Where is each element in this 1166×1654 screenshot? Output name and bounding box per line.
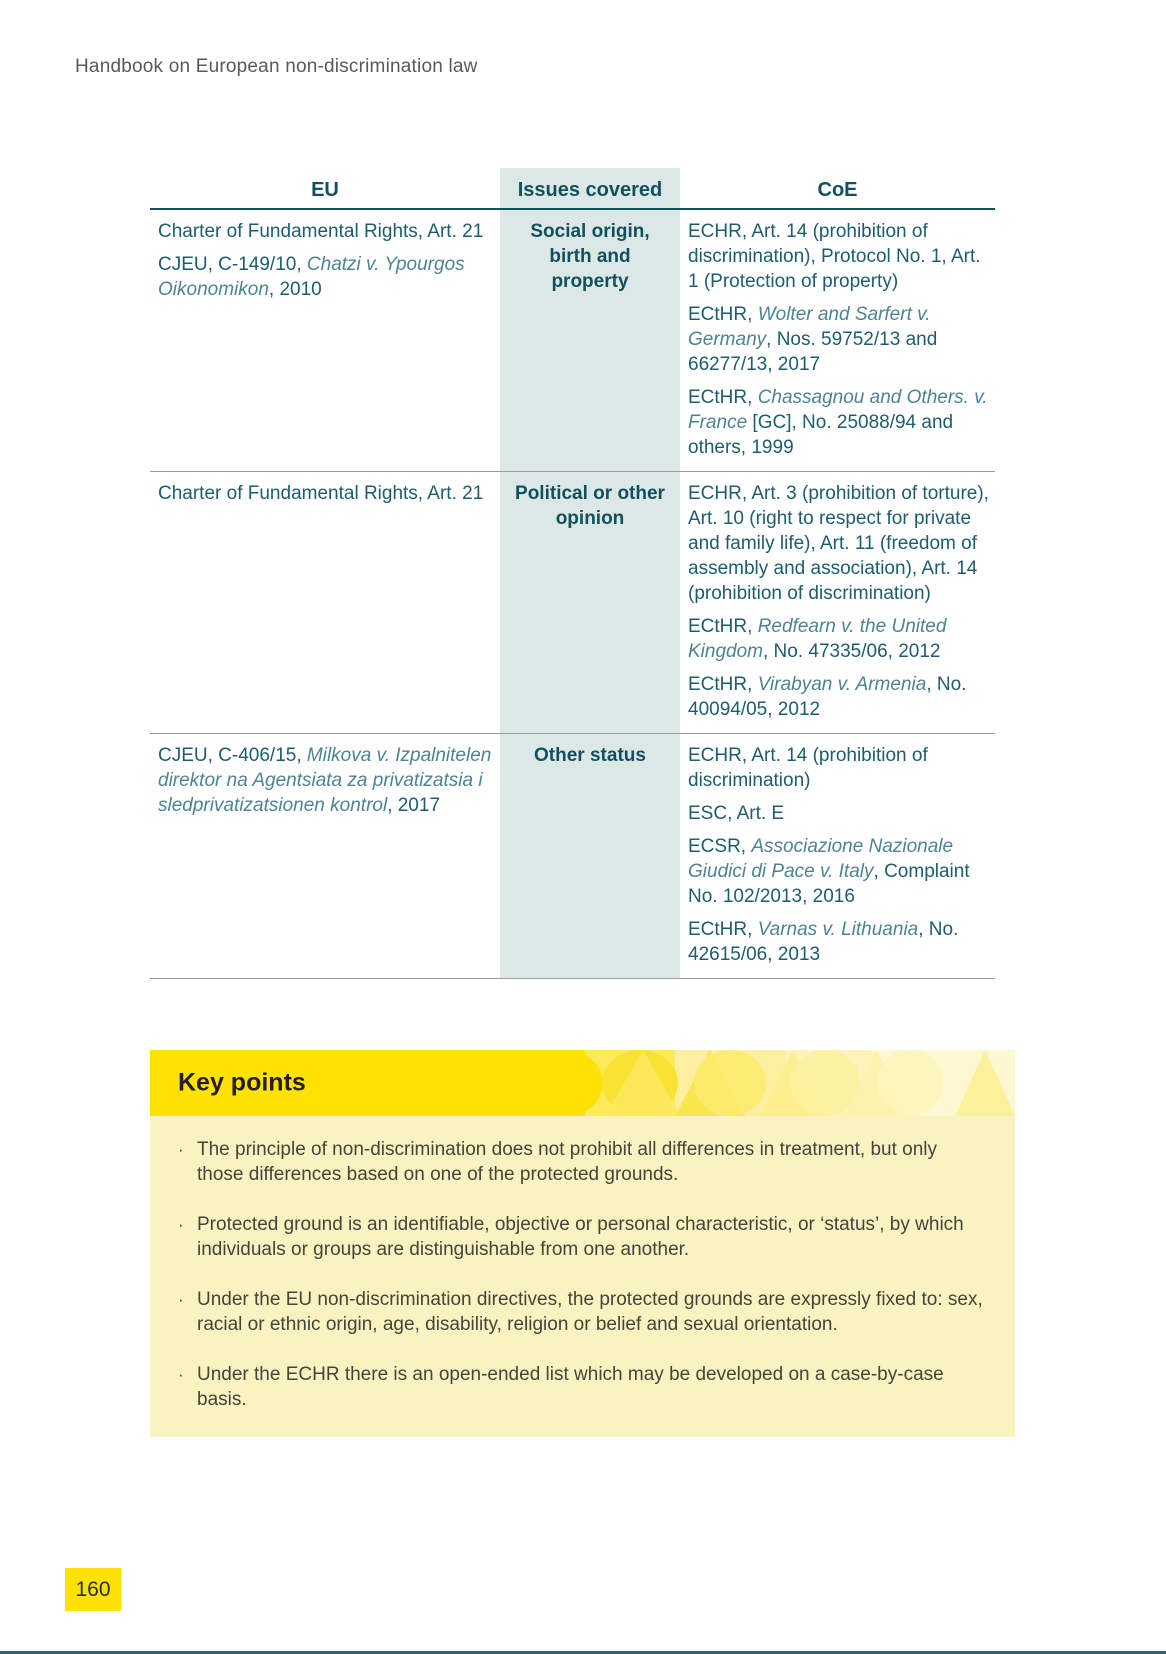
key-point-item — [176, 1137, 987, 1187]
citation-paragraph — [688, 385, 989, 460]
bullet-icon: · — [178, 1140, 184, 1159]
key-points-title: Key points — [178, 1068, 306, 1097]
bullet-icon: · — [178, 1215, 184, 1234]
citation-paragraph — [688, 801, 989, 826]
table-row — [150, 472, 995, 734]
citation-text: , 2010 — [268, 279, 322, 300]
citation-paragraph — [688, 743, 989, 793]
key-point-item — [176, 1212, 987, 1262]
key-points-section — [150, 1050, 1015, 1437]
table-cell-issues — [500, 734, 680, 978]
bullet-icon: · — [178, 1365, 184, 1384]
citation-paragraph — [688, 481, 989, 606]
case-name: Associazione Nazionale Giudici di Pace v. Italy — [688, 836, 954, 882]
citation-text: ECSR, — [688, 836, 752, 857]
citation-text: , Complaint No. 102/2013, 2016 — [688, 861, 970, 907]
table-cell-coe — [680, 734, 995, 978]
citation-paragraph — [688, 614, 989, 664]
citation-paragraph — [688, 917, 989, 967]
running-header: Handbook on European non-discrimination law — [75, 56, 478, 77]
case-name: Chassagnou and Others. v. France — [688, 387, 988, 433]
table-cell-coe — [680, 472, 995, 733]
citation-text: Charter of Fundamental Rights, Art. 21 — [158, 483, 484, 504]
citation-paragraph — [688, 834, 989, 909]
case-name: Wolter and Sarfert v. Germany — [688, 304, 931, 350]
issue-label: Political or other opinion — [515, 483, 665, 529]
key-point-item — [176, 1362, 987, 1412]
citation-paragraph — [158, 219, 494, 244]
issue-label: Social origin, birth and property — [530, 221, 650, 292]
citation-text: ECtHR, — [688, 304, 758, 325]
citation-text: ECtHR, — [688, 674, 758, 695]
key-point-text: Under the EU non-discrimination directives, the protected grounds are expressly fixed to: sex, racial or ethnic origin, age, disability, religion or belief and sexual orientation. — [197, 1289, 983, 1335]
citation-text: [GC], No. 25088/94 and others, 1999 — [688, 412, 954, 458]
citation-text: , 2017 — [387, 795, 441, 816]
citation-text: ESC, Art. E — [688, 803, 785, 824]
citation-text: CJEU, C-406/15, — [158, 745, 307, 766]
table-row — [150, 734, 995, 979]
table-cell-eu — [150, 472, 500, 733]
citation-text: , Nos. 59752/13 and 66277/13, 2017 — [688, 329, 938, 375]
page-number-badge — [65, 1568, 121, 1611]
table-cell-eu — [150, 734, 500, 978]
case-name: Redfearn v. the United Kingdom — [688, 616, 947, 662]
decorative-shapes-icon — [525, 1050, 1015, 1116]
bullet-icon: · — [178, 1290, 184, 1309]
page-number: 160 — [75, 1577, 111, 1601]
citation-text: , No. 42615/06, 2013 — [688, 919, 959, 965]
citation-text: ECtHR, — [688, 387, 758, 408]
citation-text: ECHR, Art. 14 (prohibition of discrimination), Protocol No. 1, Art. 1 (Protection of property) — [688, 221, 981, 292]
table-cell-issues — [500, 472, 680, 733]
issue-label: Other status — [534, 745, 646, 766]
citation-text: ECtHR, — [688, 919, 758, 940]
column-header-issues: Issues covered — [500, 168, 680, 208]
table-body — [150, 210, 995, 979]
citation-text: , No. 40094/05, 2012 — [688, 674, 967, 720]
case-name: Virabyan v. Armenia — [757, 674, 927, 695]
key-point-text: The principle of non-discrimination does not prohibit all differences in treatment, but only those differences based on one of the protected grounds. — [197, 1139, 937, 1185]
citation-text: ECHR, Art. 3 (prohibition of torture), Art. 10 (right to respect for private and family life), Art. 11 (freedom of assembly and association), Art. 14 (prohibition of discrimination) — [688, 483, 989, 604]
citation-paragraph — [158, 743, 494, 818]
table-cell-coe — [680, 210, 995, 471]
key-points-banner — [150, 1050, 1015, 1116]
citation-text: ECtHR, — [688, 616, 758, 637]
key-point-item — [176, 1287, 987, 1337]
column-header-eu: EU — [311, 179, 339, 201]
law-table — [150, 168, 995, 979]
case-name: Chatzi v. Ypourgos Oikonomikon — [158, 254, 465, 300]
citation-text: , No. 47335/06, 2012 — [763, 641, 941, 662]
case-name: Milkova v. Izpalnitelen direktor na Agentsiata za privatizatsia i sledprivatizatsionen kontrol — [158, 745, 492, 816]
table-cell-issues — [500, 210, 680, 471]
citation-text: ECHR, Art. 14 (prohibition of discrimination) — [688, 745, 928, 791]
table-cell-eu — [150, 210, 500, 471]
citation-paragraph — [688, 219, 989, 294]
table-row — [150, 210, 995, 472]
key-points-list — [150, 1116, 1015, 1437]
citation-paragraph — [688, 672, 989, 722]
citation-paragraph — [158, 481, 494, 506]
citation-paragraph — [688, 302, 989, 377]
table-header-row — [150, 168, 995, 210]
key-point-text: Protected ground is an identifiable, objective or personal characteristic, or ‘status’, by which individuals or groups are distinguishable from one another. — [197, 1214, 964, 1260]
case-name: Varnas v. Lithuania — [757, 919, 919, 940]
key-point-text: Under the ECHR there is an open-ended list which may be developed on a case-by-case basis. — [197, 1364, 944, 1410]
column-header-coe: CoE — [817, 179, 858, 201]
citation-text: Charter of Fundamental Rights, Art. 21 — [158, 221, 484, 242]
citation-paragraph — [158, 252, 494, 302]
citation-text: CJEU, C-149/10, — [158, 254, 307, 275]
